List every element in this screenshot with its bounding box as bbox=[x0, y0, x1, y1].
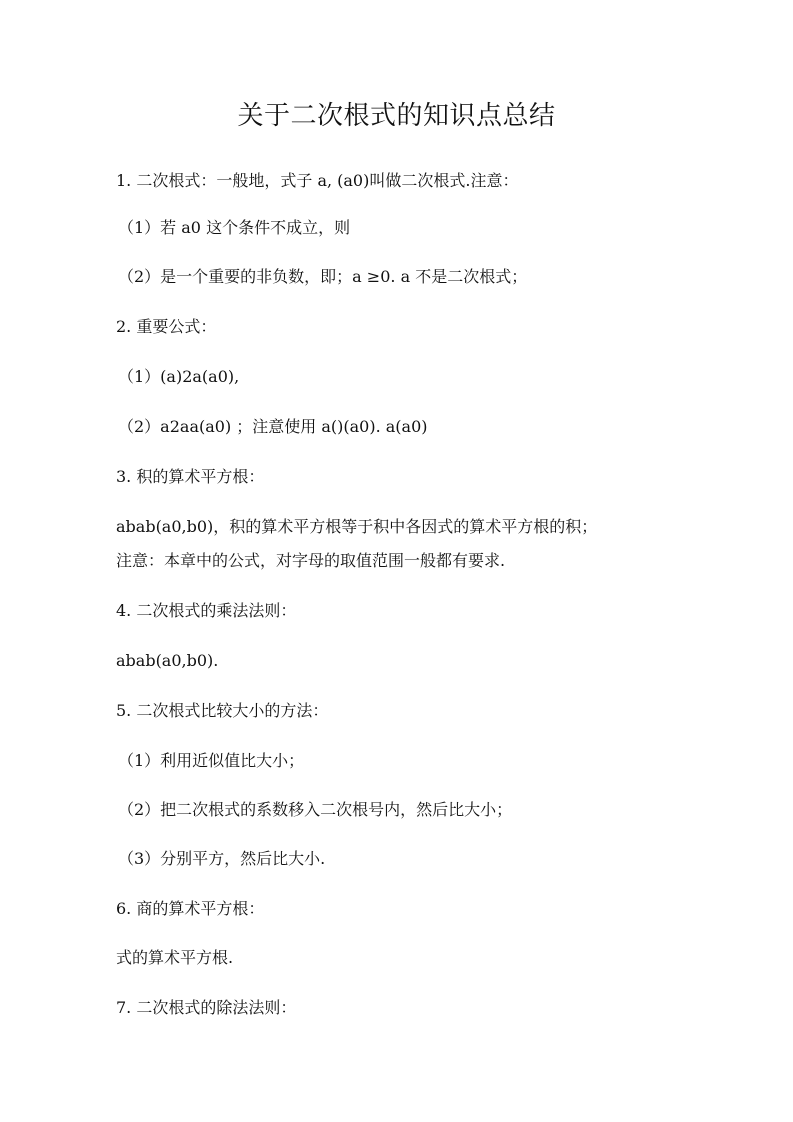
text-line-10: 4. 二次根式的乘法法则： bbox=[116, 601, 297, 620]
text-line-15: （3）分别平方，然后比大小. bbox=[118, 849, 326, 868]
text-line-3: （2）是一个重要的非负数，即；a ≥0. a 不是二次根式； bbox=[118, 267, 528, 286]
text-line-11: abab(a0,b0). bbox=[116, 651, 219, 670]
text-line-17: 式的算术平方根. bbox=[116, 948, 234, 967]
text-line-6: （2）a2aa(a0) ；注意使用 a()(a0). a(a0) bbox=[118, 417, 428, 436]
document-title: 关于二次根式的知识点总结 bbox=[237, 101, 556, 131]
text-line-18: 7. 二次根式的除法法则： bbox=[116, 998, 297, 1017]
text-line-7: 3. 积的算术平方根： bbox=[116, 467, 265, 486]
text-line-2: （1）若 a0 这个条件不成立，则 bbox=[118, 218, 351, 237]
text-line-16: 6. 商的算术平方根： bbox=[116, 899, 265, 918]
text-line-5: （1）(a)2a(a0), bbox=[118, 367, 240, 386]
text-line-13: （1）利用近似值比大小； bbox=[118, 751, 305, 770]
text-line-4: 2. 重要公式： bbox=[116, 317, 217, 336]
text-line-14: （2）把二次根式的系数移入二次根号内，然后比大小； bbox=[118, 800, 513, 819]
text-line-12: 5. 二次根式比较大小的方法： bbox=[116, 701, 329, 720]
text-line-8: abab(a0,b0)，积的算术平方根等于积中各因式的算术平方根的积； bbox=[116, 517, 598, 536]
text-line-9: 注意：本章中的公式，对字母的取值范围一般都有要求. bbox=[116, 551, 506, 570]
text-line-1: 1. 二次根式：一般地，式子 a, (a0)叫做二次根式.注意： bbox=[116, 171, 519, 190]
